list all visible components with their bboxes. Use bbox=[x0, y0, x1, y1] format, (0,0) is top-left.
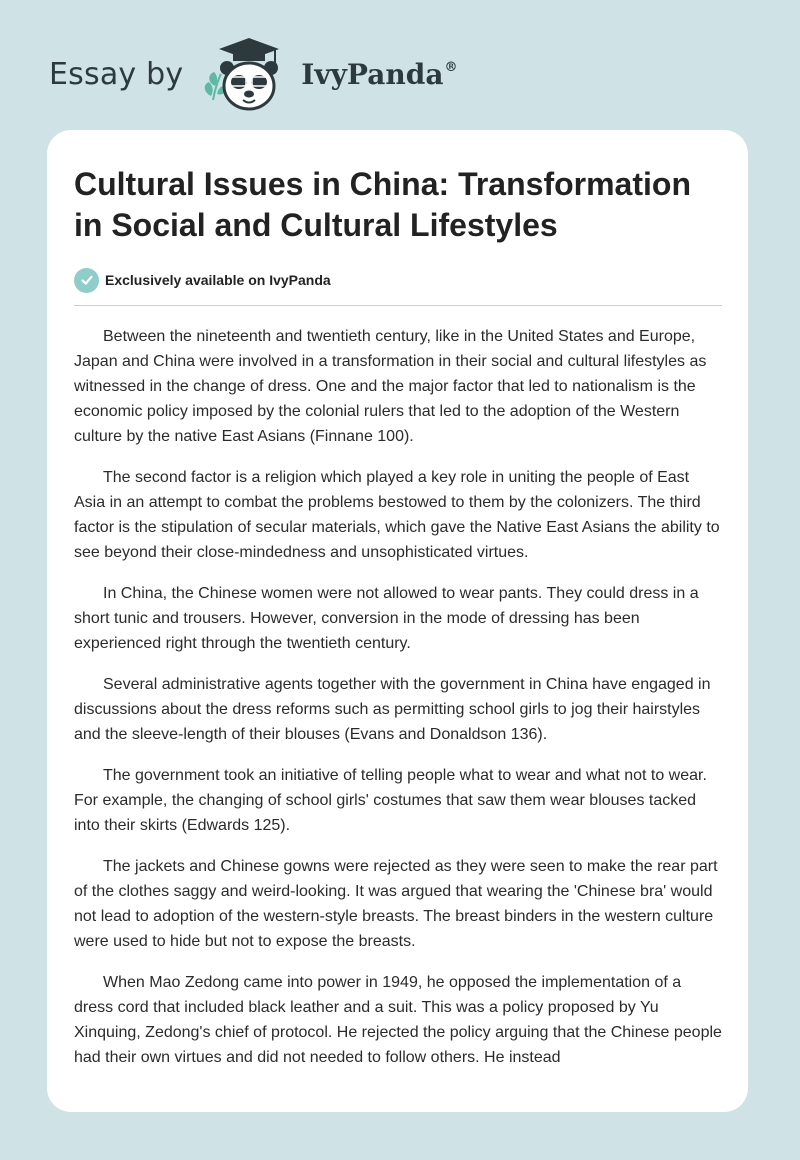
divider bbox=[74, 305, 722, 306]
essay-body bbox=[74, 324, 722, 1070]
paragraph: In China, the Chinese women were not allowed to wear pants. They could dress in a short tunic and trousers. However, conversion in the mode of dressing has been experienced right through the twentieth century. bbox=[74, 585, 699, 652]
panda-logo-svg bbox=[199, 34, 291, 114]
paragraph: The jackets and Chinese gowns were rejected as they were seen to make the rear part of the clothes saggy and weird-looking. It was argued that wearing the 'Chinese bra' would not lead to adoption of the western-style breasts. The breast binders in the western culture were used to hide but not to expose the breasts. bbox=[74, 858, 718, 950]
panda-graduate-logo-icon[interactable] bbox=[199, 34, 291, 114]
checkmark-icon bbox=[74, 268, 99, 293]
badge-label: Exclusively available on IvyPanda bbox=[105, 272, 331, 288]
paragraph: When Mao Zedong came into power in 1949, he opposed the implementation of a dress cord that included black leather and a suit. This was a policy proposed by Yu Xinquing, Zedong's chief of protocol. He rejected the policy arguing that the Chinese people had their own virtues and did not needed to follow others. He instead bbox=[74, 974, 722, 1066]
brand-name bbox=[301, 58, 457, 91]
exclusive-badge bbox=[74, 266, 722, 294]
paragraph: The second factor is a religion which played a key role in uniting the people of East Asia in an attempt to combat the problems bestowed to them by the colonizers. The third factor is the stipulation of secular materials, which gave the Native East Asians the ability to see beyond their close-mindedness and unsophisticated virtues. bbox=[74, 469, 720, 561]
paragraph: Between the nineteenth and twentieth century, like in the United States and Europe, Japan and China were involved in a transformation in their social and cultural lifestyles as witnessed in the change of dress. One and the major factor that led to nationalism is the economic policy imposed by the colonial rulers that led to the adoption of the Western culture by the native East Asians (Finnane 100). bbox=[74, 328, 707, 445]
paragraph: Several administrative agents together with the government in China have engaged in discussions about the dress reforms such as permitting school girls to jog their hairstyles and the sleeve-length of their blouses (Evans and Donaldson 136). bbox=[74, 676, 711, 743]
essay-card bbox=[47, 130, 748, 1112]
brand-prefix: Essay by bbox=[49, 56, 184, 92]
page-title: Cultural Issues in China: Transformation in Social and Cultural Lifestyles bbox=[74, 166, 691, 243]
panda-head-icon bbox=[220, 61, 278, 109]
registered-mark: ® bbox=[444, 59, 458, 75]
paragraph: The government took an initiative of telling people what to wear and what not to wear. For example, the changing of school girls' costumes that saw them wear blouses tacked into their skirts (Edwards 125). bbox=[74, 767, 707, 834]
brand-name-text: IvyPanda bbox=[301, 57, 444, 91]
site-header bbox=[49, 34, 457, 114]
